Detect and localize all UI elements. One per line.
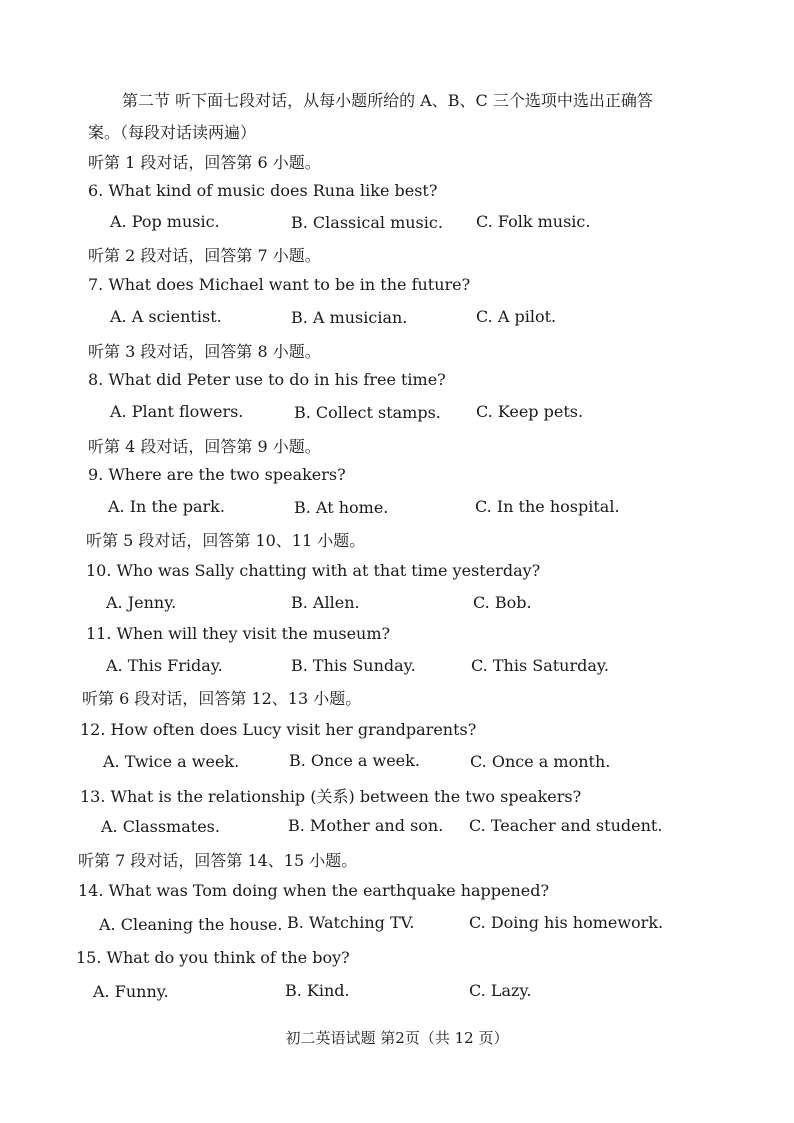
q11-option-b: B. This Sunday. [291,656,416,675]
q15-option-a: A. Funny. [93,982,169,1001]
section-heading-line2: 案。（每段对话读两遍） [88,123,257,142]
q15-option-c: C. Lazy. [469,981,532,1000]
q14-option-b: B. Watching TV. [287,913,415,932]
question-10: 10. Who was Sally chatting with at that time yesterday? [86,561,541,580]
q13-option-c: C. Teacher and student. [469,816,663,835]
q13-option-a: A. Classmates. [101,817,220,836]
q8-option-b: B. Collect stamps. [294,403,441,422]
q6-option-b: B. Classical music. [291,213,443,232]
instruction-2: 听第 2 段对话，回答第 7 小题。 [88,246,321,265]
q7-option-a: A. A scientist. [110,307,222,326]
q15-option-b: B. Kind. [285,981,350,1000]
q14-option-c: C. Doing his homework. [469,913,664,932]
question-15: 15. What do you think of the boy? [76,948,350,967]
question-14: 14. What was Tom doing when the earthquake happened? [78,881,550,900]
q10-option-a: A. Jenny. [106,593,177,612]
question-6: 6. What kind of music does Runa like best? [88,181,438,200]
question-7: 7. What does Michael want to be in the future? [88,275,471,294]
question-9: 9. Where are the two speakers? [88,465,346,484]
q8-option-c: C. Keep pets. [476,402,584,421]
question-8: 8. What did Peter use to do in his free time? [88,370,446,389]
q8-option-a: A. Plant flowers. [110,402,244,421]
instruction-4: 听第 4 段对话，回答第 9 小题。 [88,437,321,456]
instruction-6: 听第 6 段对话，回答第 12、13 小题。 [82,689,362,708]
q9-option-c: C. In the hospital. [475,497,620,516]
instruction-5: 听第 5 段对话，回答第 10、11 小题。 [86,531,366,550]
instruction-3: 听第 3 段对话，回答第 8 小题。 [88,342,321,361]
q10-option-c: C. Bob. [473,593,532,612]
q10-option-b: B. Allen. [291,593,360,612]
q12-option-c: C. Once a month. [470,752,611,771]
q11-option-a: A. This Friday. [106,656,223,675]
q7-option-c: C. A pilot. [476,307,557,326]
q13-option-b: B. Mother and son. [288,816,444,835]
instruction-1: 听第 1 段对话，回答第 6 小题。 [88,153,321,172]
q9-option-b: B. At home. [294,498,389,517]
q6-option-a: A. Pop music. [110,212,220,231]
q12-option-a: A. Twice a week. [103,752,240,771]
page-footer: 初二英语试题 第2页（共 12 页） [285,1029,509,1047]
q9-option-a: A. In the park. [108,497,225,516]
question-12: 12. How often does Lucy visit her grandparents? [80,720,477,739]
question-13: 13. What is the relationship (关系) between the two speakers? [80,787,582,806]
q14-option-a: A. Cleaning the house. [99,915,283,934]
q7-option-b: B. A musician. [291,308,408,327]
q12-option-b: B. Once a week. [289,751,420,770]
q6-option-c: C. Folk music. [476,212,591,231]
instruction-7: 听第 7 段对话，回答第 14、15 小题。 [78,851,358,870]
q11-option-c: C. This Saturday. [471,656,609,675]
question-11: 11. When will they visit the museum? [86,624,391,643]
section-heading-line1: 第二节 听下面七段对话，从每小题所给的 A、B、C 三个选项中选出正确答 [122,91,653,110]
